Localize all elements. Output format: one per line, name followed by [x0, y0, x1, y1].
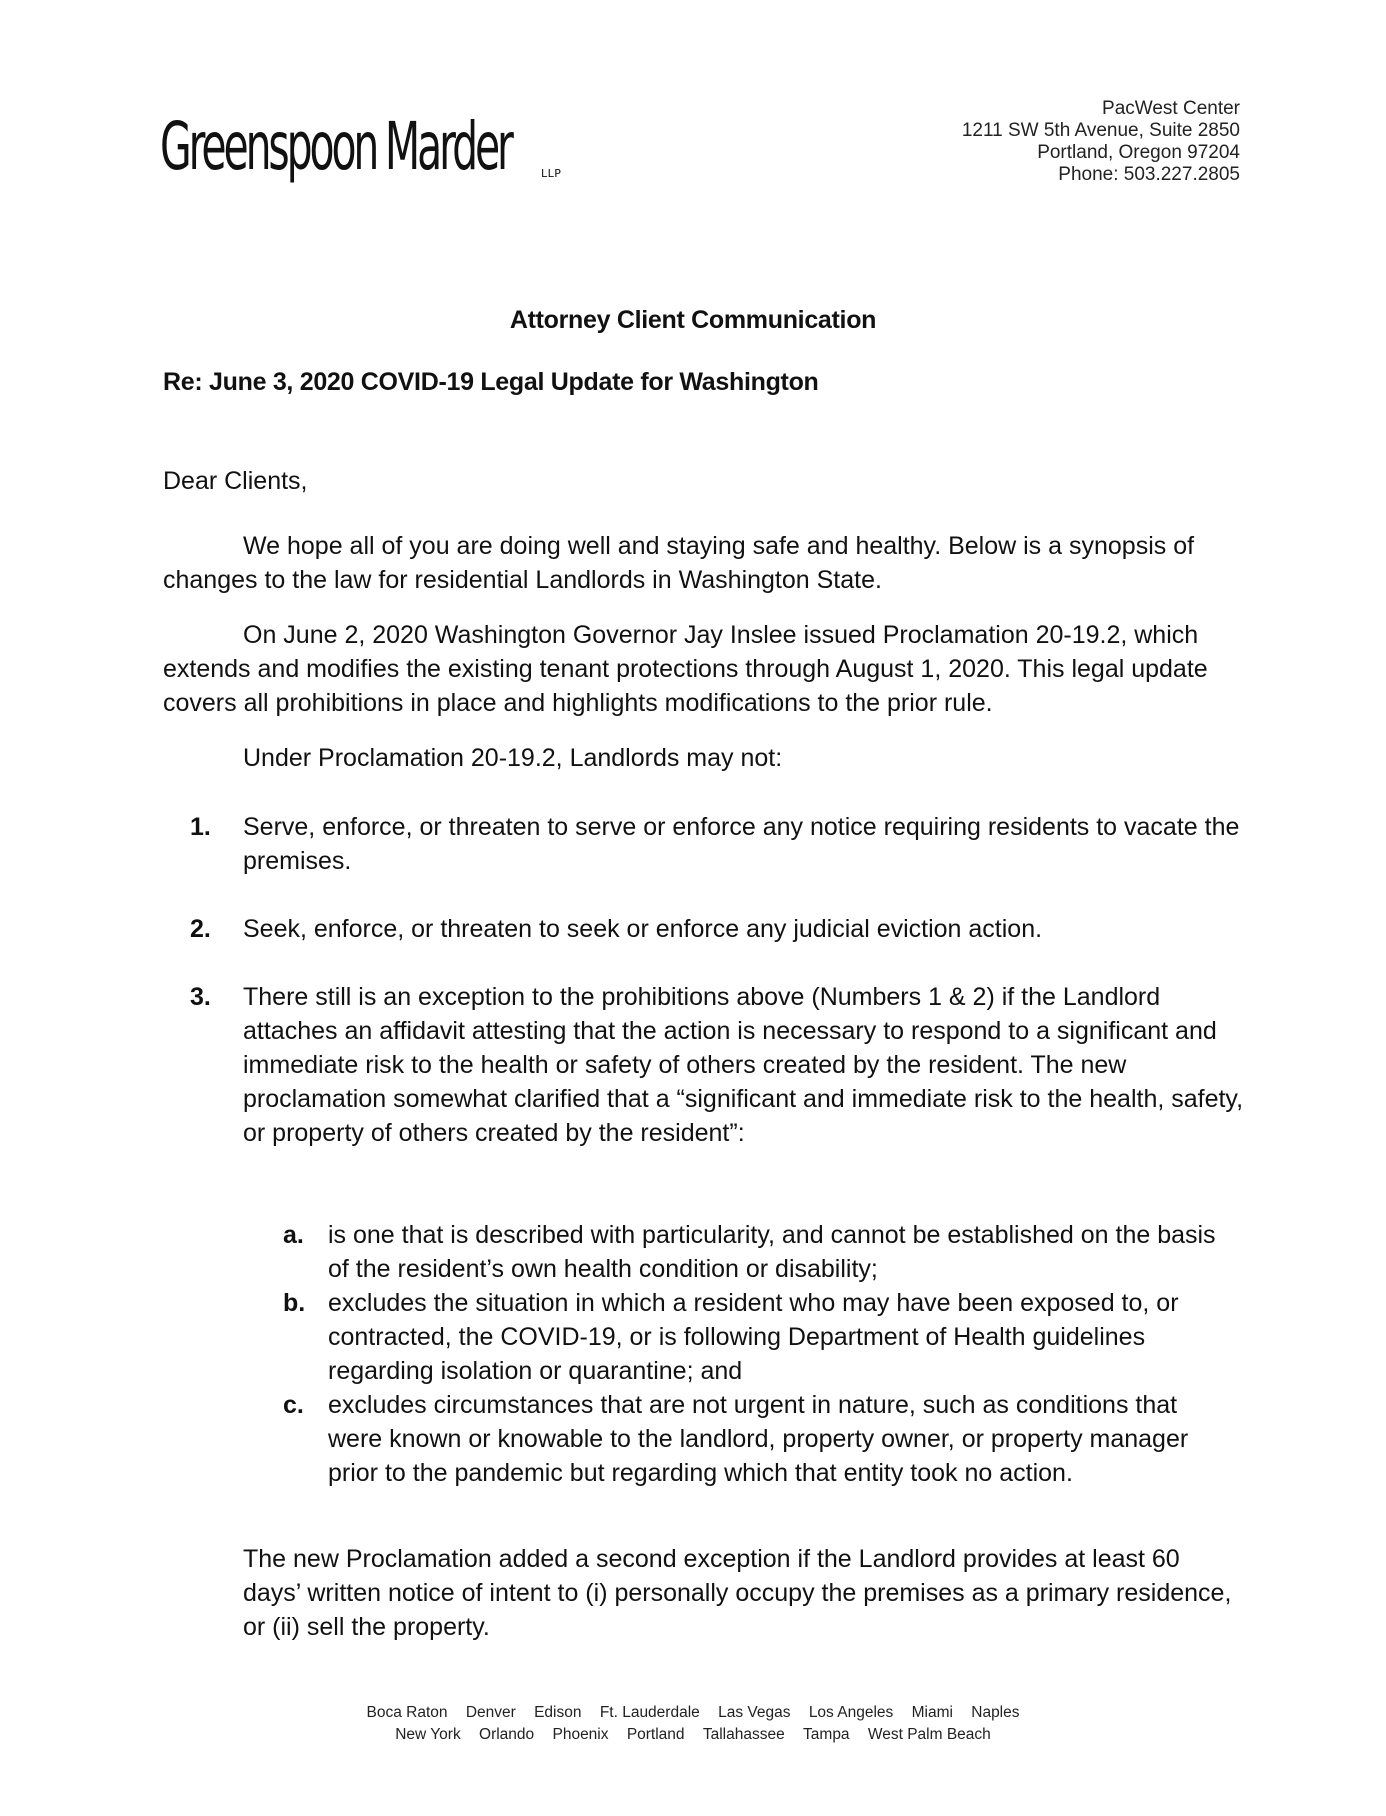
office-location: West Palm Beach — [867, 1726, 991, 1743]
office-location: Tampa — [803, 1726, 850, 1743]
office-location: Tallahassee — [702, 1726, 785, 1743]
list-item — [190, 810, 1250, 878]
list-item-text: Seek, enforce, or threaten to seek or enforce any judicial eviction action. — [243, 915, 1043, 943]
footer-row — [0, 1702, 1386, 1724]
firm-name-part2: Marder — [384, 108, 511, 185]
address-line: PacWest Center — [1102, 98, 1240, 119]
office-location: Naples — [971, 1704, 1020, 1721]
clarifications-list — [283, 1218, 1223, 1490]
list-item-text: Serve, enforce, or threaten to serve or enforce any notice requiring residents to vacate the premises. — [243, 813, 1240, 875]
salutation: Dear Clients, — [163, 467, 308, 495]
list-number: 2. — [190, 915, 211, 943]
office-location: Las Vegas — [718, 1704, 791, 1721]
list-number: 3. — [190, 983, 211, 1011]
paragraph-text: Under Proclamation 20-19.2, Landlords may not: — [243, 744, 783, 772]
address-line: Portland, Oregon 97204 — [1037, 142, 1240, 163]
office-location: Ft. Lauderdale — [599, 1704, 700, 1721]
paragraph-text: The new Proclamation added a second exception if the Landlord provides at least 60 days’ written notice of intent to (i) personally occupy the premises as a primary residence, or (ii) sell the property. — [243, 1545, 1232, 1641]
phone-line: Phone: 503.227.2805 — [1058, 164, 1240, 185]
office-location: Miami — [911, 1704, 953, 1721]
office-location: Orlando — [479, 1726, 535, 1743]
office-location: Portland — [626, 1726, 685, 1743]
office-location: Boca Raton — [366, 1704, 448, 1721]
proclamation-paragraph — [163, 618, 1243, 720]
subject-line: Re: June 3, 2020 COVID-19 Legal Update for Washington — [163, 368, 819, 396]
list-letter: b. — [283, 1289, 306, 1317]
list-item — [190, 912, 1250, 946]
footer-row — [0, 1724, 1386, 1746]
second-exception-paragraph — [243, 1542, 1243, 1644]
office-address — [962, 98, 1240, 186]
office-location: Los Angeles — [808, 1704, 894, 1721]
list-item-text: excludes circumstances that are not urgent in nature, such as conditions that were known or knowable to the landlord, property owner, or property manager prior to the pandemic but regarding which that entity took no action. — [328, 1391, 1189, 1487]
list-item — [283, 1218, 1223, 1286]
list-item-text: is one that is described with particularity, and cannot be established on the basis of the resident’s own health condition or disability; — [328, 1221, 1216, 1283]
intro-paragraph — [163, 529, 1243, 597]
list-letter: a. — [283, 1221, 304, 1249]
office-location: Phoenix — [552, 1726, 609, 1743]
list-item — [283, 1388, 1223, 1490]
list-item-text: There still is an exception to the prohibitions above (Numbers 1 & 2) if the Landlord attaches an affidavit attesting that the action is necessary to respond to a significant and immediate risk to the health or safety of others created by the resident. The new proclamation somewhat clarified that a “significant and immediate risk to the health, safety, or property of others created by the resident”: — [243, 983, 1244, 1147]
office-locations-footer — [0, 1702, 1386, 1746]
prohibitions-list — [190, 810, 1250, 878]
list-item-text: excludes the situation in which a resident who may have been exposed to, or contracted, the COVID-19, or is following Department of Health guidelines regarding isolation or quarantine; and — [328, 1289, 1179, 1385]
prohibitions-list — [190, 912, 1250, 946]
paragraph-text: We hope all of you are doing well and staying safe and healthy. Below is a synopsis of changes to the law for residential Landlords in Washington State. — [163, 532, 1195, 594]
paragraph-text: On June 2, 2020 Washington Governor Jay Inslee issued Proclamation 20-19.2, which extends and modifies the existing tenant protections through August 1, 2020. This legal update covers all prohibitions in place and highlights modifications to the prior rule. — [163, 621, 1208, 717]
list-item — [283, 1286, 1223, 1388]
firm-suffix: LLP — [541, 167, 562, 180]
list-number: 1. — [190, 813, 211, 841]
firm-name-part1: Greenspoon — [160, 108, 377, 185]
document-title: Attorney Client Communication — [509, 306, 877, 334]
prohibitions-list — [190, 980, 1250, 1150]
firm-logo — [160, 108, 511, 186]
office-location: New York — [395, 1726, 461, 1743]
address-line: 1211 SW 5th Avenue, Suite 2850 — [961, 120, 1240, 141]
office-location: Edison — [534, 1704, 582, 1721]
office-location: Denver — [465, 1704, 516, 1721]
lead-in-paragraph — [163, 741, 1243, 775]
list-item — [190, 980, 1250, 1150]
list-letter: c. — [283, 1391, 304, 1419]
